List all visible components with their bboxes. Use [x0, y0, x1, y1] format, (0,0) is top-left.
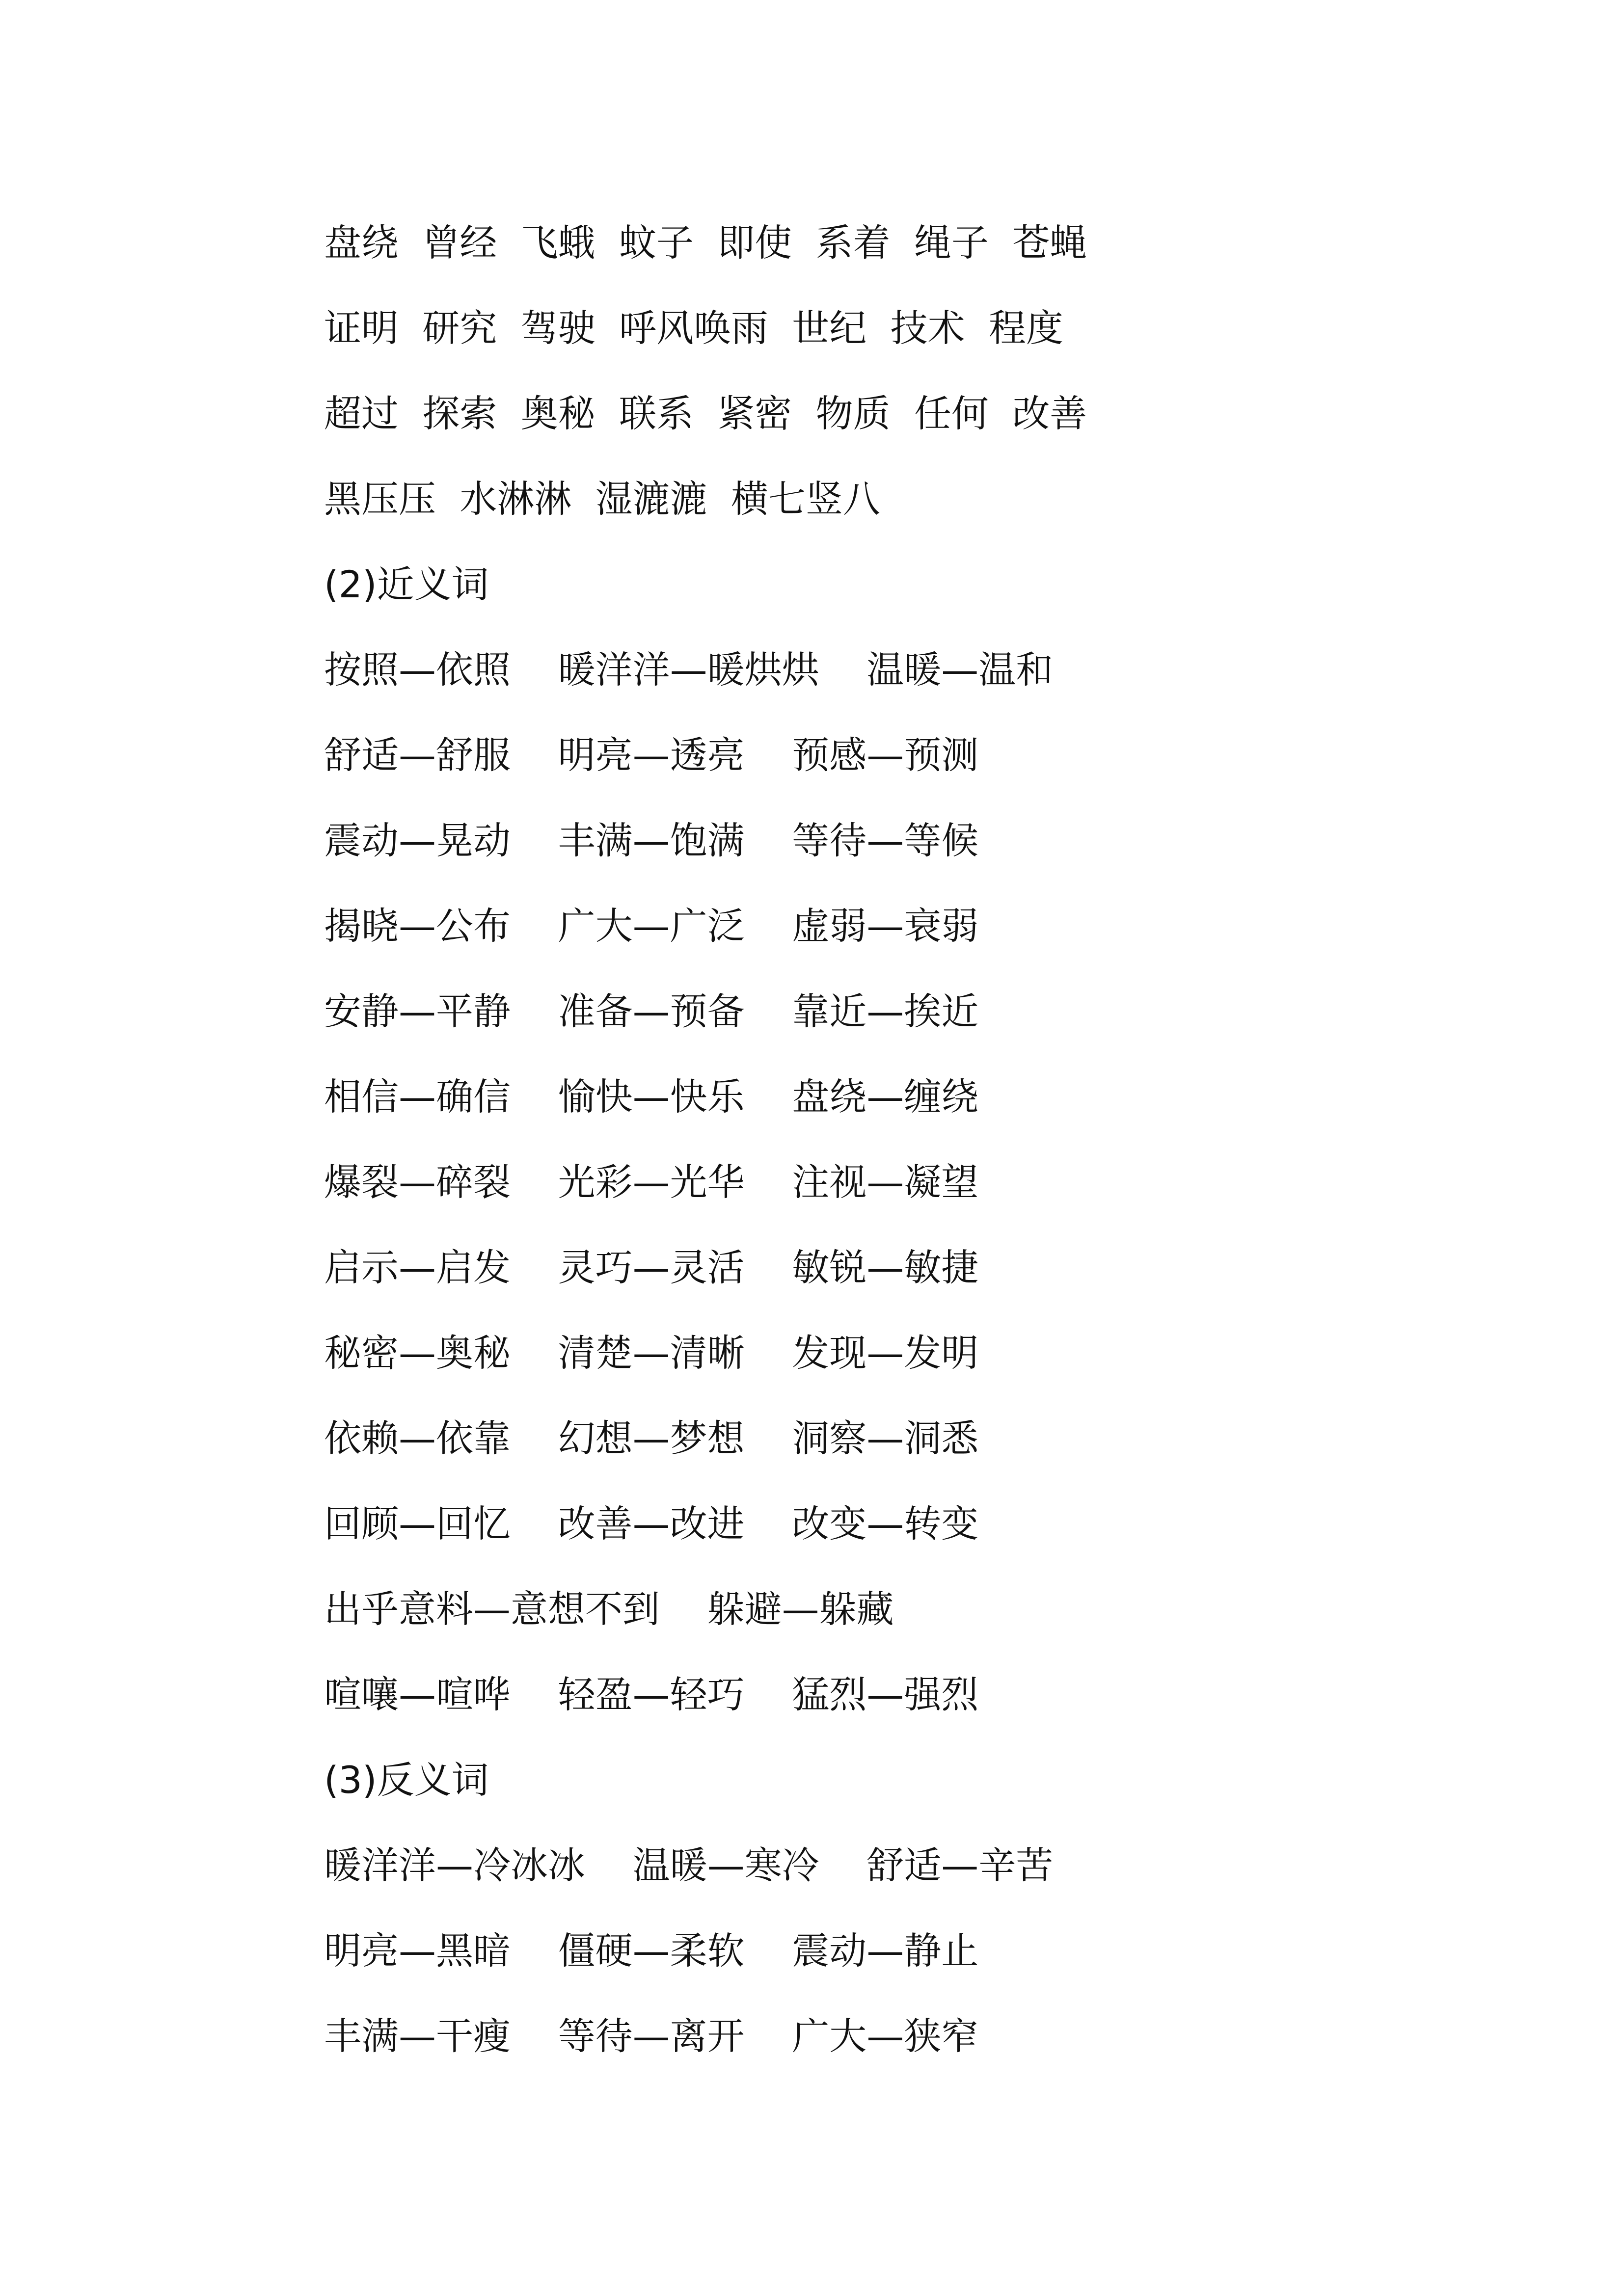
vocab-line: 盘绕 曾经 飞蛾 蚊子 即使 系着 绳子 苍蝇 [324, 221, 1087, 265]
vocabulary-section [324, 200, 1502, 542]
synonym-line: 震动—晃动 丰满—饱满 等待—等候 [324, 819, 979, 862]
antonyms-heading: (3)反义词 [324, 1758, 489, 1802]
page-content [324, 200, 1502, 2079]
antonym-line: 暖洋洋—冷冰冰 温暖—寒冷 舒适—辛苦 [324, 1843, 1054, 1887]
antonym-line: 丰满—干瘦 等待—离开 广大—狭窄 [324, 2014, 979, 2058]
synonyms-heading: (2)近义词 [324, 562, 489, 606]
synonym-line: 喧嚷—喧哗 轻盈—轻巧 猛烈—强烈 [324, 1673, 979, 1716]
synonym-line: 安静—平静 准备—预备 靠近—挨近 [324, 989, 979, 1033]
antonyms-section [324, 1737, 1502, 2079]
vocab-line: 证明 研究 驾驶 呼风唤雨 世纪 技术 程度 [324, 306, 1063, 350]
synonym-line: 揭晓—公布 广大—广泛 虚弱—衰弱 [324, 904, 979, 948]
synonym-line: 爆裂—碎裂 光彩—光华 注视—凝望 [324, 1160, 979, 1204]
synonyms-section [324, 542, 1502, 1737]
synonym-line: 舒适—舒服 明亮—透亮 预感—预测 [324, 733, 979, 777]
synonym-line: 按照—依照 暖洋洋—暖烘烘 温暖—温和 [324, 648, 1054, 692]
synonym-line: 依赖—依靠 幻想—梦想 洞察—洞悉 [324, 1416, 979, 1460]
synonym-line: 启示—启发 灵巧—灵活 敏锐—敏捷 [324, 1246, 979, 1289]
vocab-line: 黑压压 水淋淋 湿漉漉 横七竖八 [324, 477, 880, 521]
antonym-line: 明亮—黑暗 僵硬—柔软 震动—静止 [324, 1929, 979, 1973]
synonym-line: 秘密—奥秘 清楚—清晰 发现—发明 [324, 1331, 979, 1375]
synonym-line: 相信—确信 愉快—快乐 盘绕—缠绕 [324, 1075, 979, 1119]
synonym-line: 回顾—回忆 改善—改进 改变—转变 [324, 1502, 979, 1546]
synonym-line: 出乎意料—意想不到 躲避—躲藏 [324, 1587, 894, 1631]
vocab-line: 超过 探索 奥秘 联系 紧密 物质 任何 改善 [324, 392, 1087, 435]
